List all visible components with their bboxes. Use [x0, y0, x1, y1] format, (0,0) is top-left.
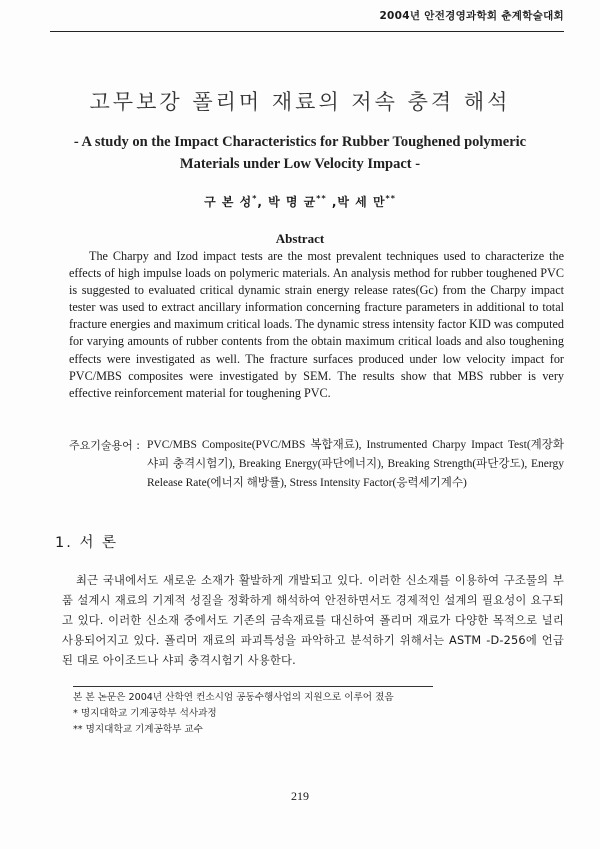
- author-line: [0, 193, 600, 210]
- author-separator: ,: [326, 195, 338, 209]
- author-mark: **: [316, 194, 327, 203]
- section-title-introduction: 1. 서 론: [55, 535, 119, 551]
- author-name: 박 명 균: [268, 195, 317, 209]
- header-rule: [50, 31, 564, 32]
- keywords-text: PVC/MBS Composite(PVC/MBS 복합재료), Instrumented Charpy Impact Test(계장화 샤피 충격시험기), Breaking Energy(파단에너지), Breaking Strength(파단강도), Energy Release Rate(에너지 해방률), Stress Intensity Factor(응력세기계수): [147, 439, 564, 489]
- keywords-block: [69, 436, 564, 493]
- abstract-heading: Abstract: [275, 231, 325, 246]
- author-separator: ,: [257, 195, 263, 209]
- page-number: 219: [291, 789, 309, 803]
- abstract-body: The Charpy and Izod impact tests are the most prevalent techniques used to characterize the effects of high impulse loads on polymeric materials. An analysis method for rubber toughened PVC is suggested to evaluated critical dynamic strain energy release rates(Gc) from the Charpy impact tester was used to extract ancillary information concerning fracture parameters in additional to total fracture energies and maximum critical loads. The dynamic stress intensity factor KID was computed for varying amounts of rubber contents from the obtain maximum critical loads and also toughening effects were investigated as well. The fracture surfaces produced under low velocity impact for PVC/MBS composites were investigated by SEM. The results show that MBS rubber is very effective reinforcement material for toughening PVC.: [69, 249, 564, 400]
- author-mark: **: [385, 194, 396, 203]
- keywords-label: 주요기술용어 :: [69, 439, 140, 452]
- english-title: - A study on the Impact Characteristics for Rubber Toughened polymeric Materials under Low Velocity Impact -: [73, 134, 527, 172]
- footnote-rule: [73, 686, 433, 687]
- author-mark: *: [252, 194, 258, 203]
- introduction-body: 최근 국내에서도 새로운 소재가 활발하게 개발되고 있다. 이러한 신소재를 이용하여 구조물의 부품 설계시 재료의 기계적 성질을 정확하게 해석하여 안전하면서도 경제적인 설계의 필요성이 요구되고 있다. 이러한 신소재 중에서도 기존의 금속재료를 대신하여 폴리머 재료가 다양한 목적으로 널리 사용되어지고 있다. 폴리머 재료의 파괴특성을 파악하고 분석하기 위해서는 ASTM -D-256에 언급된 대로 아이조드나 샤피 충격시험기 사용한다.: [62, 574, 564, 667]
- author-name: 구 본 성: [204, 195, 253, 209]
- footnote-author-2: ** 명지대학교 기계공학부 교수: [73, 724, 203, 735]
- footnote-author-1: * 명지대학교 기계공학부 석사과정: [73, 708, 217, 719]
- footnote-funding: 본 본 논문은 2004년 산학연 컨소시엄 공동수행사업의 지원으로 이루어 졌음: [73, 692, 394, 703]
- author-name: 박 세 만: [337, 195, 386, 209]
- running-header: 2004년 안전경영과학회 춘계학술대회: [379, 10, 564, 22]
- footnotes: [73, 690, 394, 738]
- korean-title: 고무보강 폴리머 재료의 저속 충격 해석: [89, 90, 511, 114]
